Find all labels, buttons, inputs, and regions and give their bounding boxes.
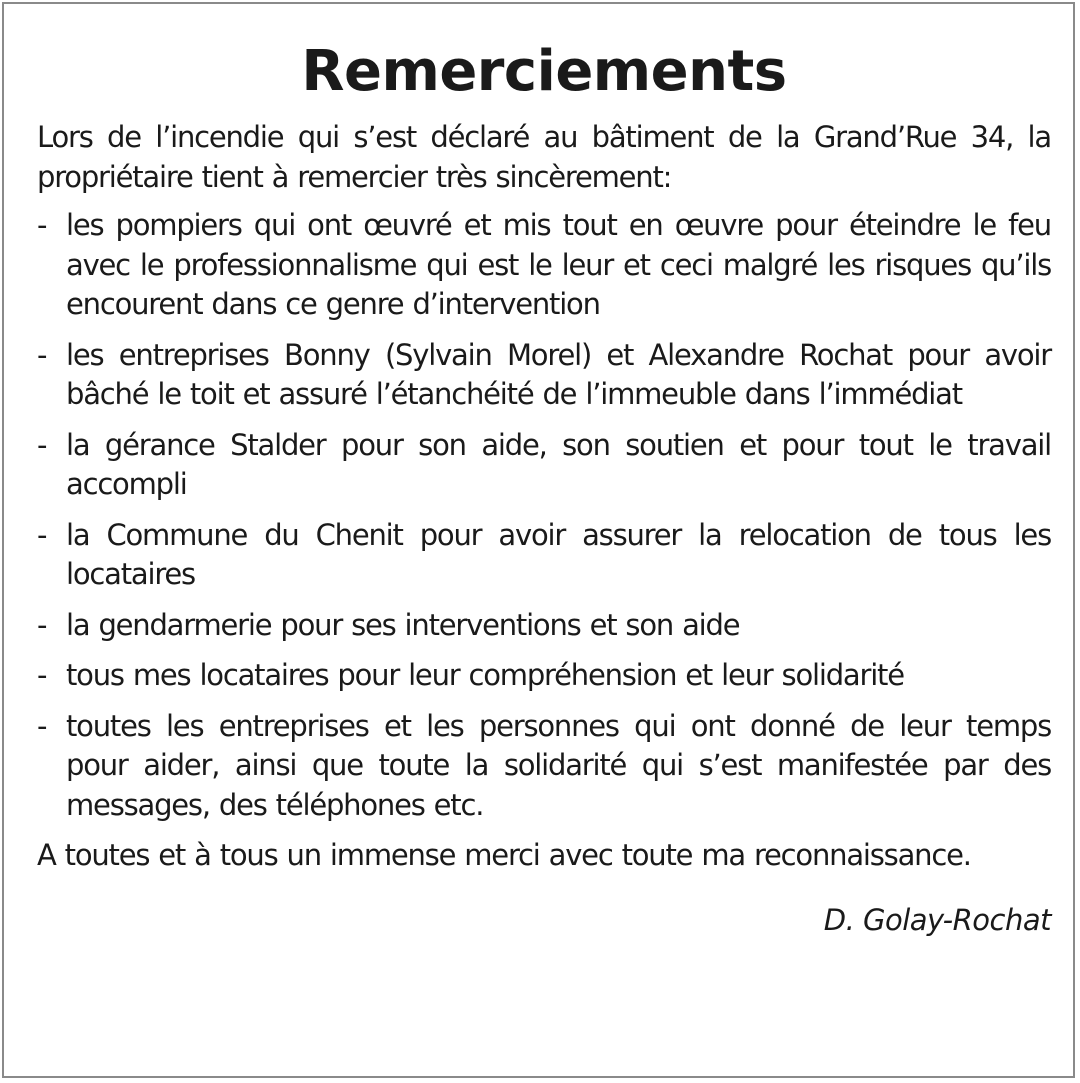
closing-paragraph: A toutes et à tous un immense merci avec toute ma reconnaissance. [37,838,971,872]
list-item-text: toutes les entreprises et les personnes qui ont donné de leur temps pour aider, ainsi que toute la solidarité qui s’est manifestée par des messages, des téléphones etc. [66,708,1051,822]
list-bullet: - [37,427,47,462]
thanks-list [37,206,1051,825]
list-item [37,426,1051,505]
list-item [37,336,1051,415]
list-item [37,206,1051,325]
list-bullet: - [37,517,47,552]
notice-title: Remerciements [301,39,787,104]
list-item-text: les entreprises Bonny (Sylvain Morel) et Alexandre Rochat pour avoir bâché le toit et assuré l’étanchéité de l’immeuble dans l’immédiat [66,337,1051,411]
list-item-text: la gendarmerie pour ses interventions et son aide [66,607,740,642]
notice-content [37,34,1051,940]
list-bullet: - [37,208,47,242]
list-item [37,606,1051,646]
list-bullet: - [37,658,47,692]
list-item-text: la gérance Stalder pour son aide, son soutien et pour tout le travail accompli [66,427,1051,501]
list-item-text: la Commune du Chenit pour avoir assurer la relocation de tous les locataires [66,517,1051,591]
intro-paragraph: Lors de l’incendie qui s’est déclaré au bâtiment de la Grand’Rue 34, la propriétaire tient à remercier très sincèrement: [37,120,1051,194]
list-bullet: - [37,708,47,743]
list-bullet: - [37,337,47,372]
list-item-text: les pompiers qui ont œuvré et mis tout en œuvre pour éteindre le feu avec le professionnalisme qui est le leur et ceci malgré les risques qu’ils encourent dans ce genre d’intervention [66,208,1051,321]
notice-frame [2,2,1075,1078]
list-bullet: - [37,607,47,642]
list-item [37,516,1051,595]
list-item [37,707,1051,826]
signature: D. Golay-Rochat [823,902,1051,937]
list-item-text: tous mes locataires pour leur compréhension et leur solidarité [66,658,904,692]
list-item [37,656,1051,696]
